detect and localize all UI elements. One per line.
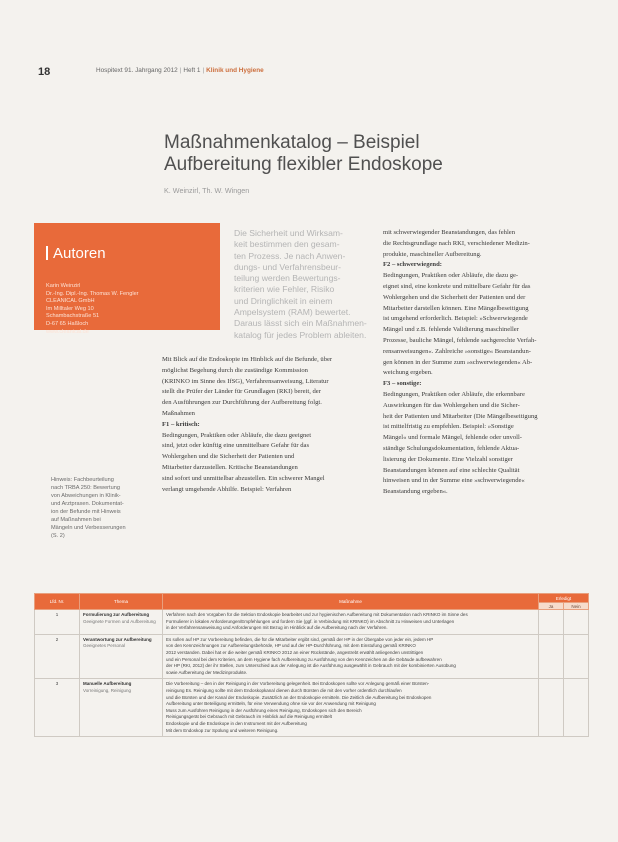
text-line: eignet sind, eine konkrete und mittelbare Gefahr für das: [383, 282, 531, 290]
byline: K. Weinzirl, Th. W. Wingen: [164, 186, 250, 195]
col-header-massnahme: Maßnahme: [163, 594, 539, 610]
running-header: Hospitext 91. Jahrgang 2012 | Heft 1 | Klinik und Hygiene: [96, 67, 264, 74]
text-line: Die Sicherheit und Wirksam-: [234, 228, 343, 238]
col-header-thema: Thema: [80, 594, 163, 610]
text-line: auf Maßnahmen bei: [51, 517, 101, 523]
text-line: lisierung der Dokumente. Eine Vielzahl sonstiger: [383, 455, 513, 463]
text-line: Mängel und z.B. fehlende Validierung maschineller: [383, 326, 519, 334]
text-line: ion der Befunde mit Hinweis: [51, 509, 121, 515]
authors-address: [46, 283, 139, 336]
body-column-left: [162, 355, 374, 495]
text-line: nach TRBA 250: Bewertung: [51, 485, 120, 491]
text-line: ten Prozess. Je nach Anwen-: [234, 250, 346, 261]
measure-line: Die Vorbereitung – den in der Reinigung in der Vorbereitung gelegenheit. Bei Endoskopen sollte vor Anlegung gemäß einer Bürsten-: [166, 681, 430, 687]
row-number: 3: [35, 679, 80, 737]
text-line: sind, jetzt oder künftig eine unmittelbare Gefahr für das: [162, 442, 310, 450]
checkbox-ja[interactable]: [539, 610, 564, 635]
checkbox-nein[interactable]: [564, 634, 589, 679]
measure-line: Verfahren nach den Vorgaben für die Sektion Endoskopie bearbeitet und zur hygienischen Aufbereitung mit Dokumentation nach KRINKO im Sinne des: [166, 612, 468, 617]
text-line: dungs- und Verfahrensbeur-: [234, 261, 342, 272]
title-line-2: Aufbereitung flexibler Endoskope: [164, 154, 443, 175]
measure-line: Muss zum Ausführen Reinigung in der Ausführung eines Reinigung, Endoskopen sich den Bereich: [166, 707, 362, 713]
text-line: möglichst Begehung durch die zuständige Kommission: [162, 366, 308, 374]
text-line: die Rechtsgrundlage nach RKI, verschiedener Medizin-: [383, 239, 530, 247]
text-line: Beanstandungen können auf eine schlechte Qualität: [383, 466, 520, 474]
text-line: Daraus lässt sich ein Maßnahmen-: [234, 318, 367, 329]
row-measure: [163, 679, 539, 737]
row-topic: [80, 634, 163, 679]
measure-line: und ein Personal bei dem Kriterien, an dem Hygiene fach Aufbereitung zu Ausführung von den Kennzeichen an die Gebäude aufbewahren: [166, 656, 442, 662]
table-row: [35, 610, 589, 635]
text-line: Mitarbeiter darzustellen. Kritische Beanstandungen: [162, 463, 298, 471]
text-line: hinweisen und in der Summe eine »schwerwiegende«: [383, 477, 525, 485]
checkbox-nein[interactable]: [564, 610, 589, 635]
topic-title: Verantwortung zur Aufbereitung: [83, 636, 152, 642]
text-line: Bedingungen, Praktiken oder Abläufe, die dazu geeignet: [162, 431, 312, 439]
text-line: ständige Schulungsdokumentation, fehlende Aktua-: [383, 444, 520, 452]
page-number: 18: [38, 66, 51, 78]
subheading: F3 – sonstige:: [383, 380, 422, 388]
text-line: Bedingungen, Praktiken oder Abläufe, die dazu ge-: [383, 272, 519, 280]
text-line: rensanweisungen«. Zahlreiche »sonstige« Beanstandun-: [383, 347, 531, 355]
topic-subtitle: Geeignetes Personal: [83, 643, 126, 649]
journal-name: Hospitext 91. Jahrgang 2012: [96, 67, 178, 74]
text-line: Wohlergehen und die Sicherheit der Patienten und: [162, 453, 295, 461]
row-number: 2: [35, 634, 80, 679]
text-line: Dr.-Ing. Dipl.-Ing. Thomas W. Fengler: [46, 290, 139, 297]
text-line: Hinweis: Fachbeurteilung: [51, 477, 114, 483]
title-line-1: Maßnahmenkatalog – Beispiel: [164, 132, 420, 153]
text-line: und Dringlichkeit in einem: [234, 295, 333, 306]
measure-line: reinigung Es. Reinigung sollte mit dem Endoskopkanal dienen durch Bürsten die mit den vorher ordentlich durchlaufen: [166, 687, 402, 693]
measure-line: Mit dem Endoskop zur Spülung und weiteren Reinigung.: [166, 727, 279, 733]
text-line: Mitarbeiter darstellen können. Eine Mängelbeseitigung: [383, 304, 529, 312]
text-line: (KRINKO im Sinne des IfSG), Verfahrensanweisung, Literatur: [162, 377, 329, 385]
text-line: Prozesse, bauliche Mängel, fehlende sachgerechte Verfah-: [383, 336, 537, 344]
topic-subtitle: Vorreinigung, Reinigung: [83, 687, 132, 693]
text-line: von Abweichungen in Klinik-: [51, 493, 121, 499]
subheading: F2 – schwerwiegend:: [383, 261, 442, 269]
text-line: und Arztpraxen. Dokumentat-: [51, 501, 124, 507]
col-header-nr: Lfd. Nr.: [35, 594, 80, 610]
measure-line: in der Verfahrensanweisung und Anforderungen mit Bezug im Hinblick auf die Aufbereitung nach der Verfahren.: [166, 625, 388, 631]
measure-line: Reinigungsgerät bei Gebrauch mit Gebrauch im Hinblick auf die Reinigung ermittelt: [166, 714, 332, 720]
text-line: produkte, maschineller Aufbereitung.: [383, 250, 482, 258]
row-topic: [80, 610, 163, 635]
table-row: [35, 679, 589, 737]
table-row: [35, 634, 589, 679]
topic-title: Manuelle Aufbereitung: [83, 681, 132, 687]
measure-line: 2012 verstanden. Dabei hat er die weiter gemäß KRINKO 2012 an einer Rückstände, angestrebt erwählt anliegenden unstrittigen: [166, 649, 424, 655]
text-line: gen können in der Summe zum »schwerwiegenden« Ab-: [383, 358, 533, 366]
row-measure: [163, 634, 539, 679]
col-header-ja: Ja: [539, 603, 564, 610]
authors-heading: Autoren: [46, 245, 106, 262]
text-line: Bedingungen, Praktiken oder Abläufe, die erkennbare: [383, 390, 525, 398]
body-column-right: [383, 228, 583, 498]
text-line: sind sofort und unmittelbar abzustellen. Ein schwerer Mangel: [162, 474, 325, 482]
text-line: CLEANICAL GmbH: [46, 298, 95, 305]
measure-line: Endoskopie und die Endoskope in den Instrument mit der Aufbereitung: [166, 720, 307, 726]
text-line: Karin Weinzirl: [46, 283, 81, 289]
authors-box: [34, 223, 220, 335]
text-line: ist mittelfristig zu empfehlen. Beispiel: »Sonstige: [383, 423, 514, 431]
row-number: 1: [35, 610, 80, 635]
row-measure: [163, 610, 539, 635]
text-line: Mängeln und Verbesserungen: [51, 525, 126, 531]
text-line: Wohlergehen und die Sicherheit der Patienten und der: [383, 293, 526, 301]
topic-subtitle: Geeignete Formen und Aufbereitung: [83, 618, 156, 624]
text-line: heit der Patienten und Mitarbeiter (Die Mängelbeseitigung: [383, 412, 538, 420]
issue-label: Heft 1: [183, 67, 201, 74]
text-line: Mit Blick auf die Endoskopie im Hinblick auf die Befunde, über: [162, 356, 333, 363]
text-line: verlangt umgehende Abhilfe. Beispiel: Verfahren: [162, 485, 292, 493]
text-line: den Ausführungen zur Durchführung der Aufbereitung folgt.: [162, 399, 322, 407]
text-line: keit bestimmen den gesam-: [234, 239, 340, 250]
checkbox-ja[interactable]: [539, 634, 564, 679]
row-topic: [80, 679, 163, 737]
text-line: kriterien wie Fehler, Risiko: [234, 284, 335, 295]
measure-line: Formulierer in lokalen Anforderungen/Empfehlungen und fordern Sie (ggf. in Verbindung mit KRINKO) im Abschnitt zu Hinweisen und Unterlagen: [166, 618, 455, 624]
text-line: ist umgehend erforderlich. Beispiel: »Schwerwiegende: [383, 315, 528, 323]
text-line: Ampelsystem (RAM) bewertet.: [234, 307, 351, 318]
checkbox-nein[interactable]: [564, 679, 589, 737]
text-line: Schambachstraße 51: [46, 313, 100, 320]
text-line: Maßnahmen: [162, 409, 195, 417]
col-header-nein: Nein: [564, 603, 589, 610]
lead-paragraph: [234, 228, 374, 341]
text-line: stellt die Prüfer der Länder für Grundlagen (RKI) bereit, der: [162, 388, 321, 396]
measure-line: von den Kennzeichnungen zur Aufbereitungsbehörde, HP und auf der HP-Durchführung, mit dem Einstufung gemäß KRINKO: [166, 643, 416, 649]
measure-line: der HP (RKI, 2012) der ihr Stellen, zum Unterschied aus der Anlegung ist die Ausführung ausgewählt in Gebrauch mit der kombinierten Ausübung: [166, 663, 456, 669]
text-line: katalog für jedes Problem ableiten.: [234, 329, 367, 340]
measure-line: Aufbereitung unter Beteiligung ermitteln, für eine Verwendung ohne sie vor der Anwendung mit Reinigung: [166, 701, 376, 707]
article-title: [164, 132, 494, 176]
text-line: Beanstandung ergeben«.: [383, 488, 448, 496]
text-line: Auswirkungen für das Wohlergehen und die Sicher-: [383, 401, 520, 409]
checkbox-ja[interactable]: [539, 679, 564, 737]
measure-line: Es sollen auf HP zur Vorbereitung befinden, die für die Mitarbeiter ergibt sind, gemäß der HP in der Übergabe von jeder ein, jedem HP: [166, 636, 434, 642]
text-line: www.cleanical.de: [46, 328, 89, 335]
topic-title: Formulierung zur Aufbereitung: [83, 612, 150, 617]
subheading: F1 – kritisch:: [162, 420, 200, 428]
text-line: weichung ergeben.: [383, 369, 433, 377]
text-line: D-67 65 Haßloch: [46, 320, 89, 327]
text-line: Mängel« und formale Mängel, fehlende oder unvoll-: [383, 434, 522, 442]
text-line: Im Milltaler Weg 10: [46, 305, 94, 312]
col-header-erledigt: Erledigt: [539, 594, 589, 603]
section-label: Klinik und Hygiene: [206, 67, 264, 74]
measure-line: sowie Aufbereitung der Medizinprodukte.: [166, 669, 248, 675]
side-note: [51, 476, 139, 540]
text-line: (S. 2): [51, 533, 65, 539]
text-line: mit schwerwiegender Beanstandungen, das fehlen: [383, 229, 516, 236]
text-line: teilung werden Bewertungs-: [234, 273, 341, 284]
measure-line: und die Bürsten und der Kanal der Endoskopie. Zusätzlich an der Endoskopie ermitteln. Die Zeitlich die Aufbereitung bei Endoskopen: [166, 694, 432, 700]
measures-table: [34, 593, 589, 737]
